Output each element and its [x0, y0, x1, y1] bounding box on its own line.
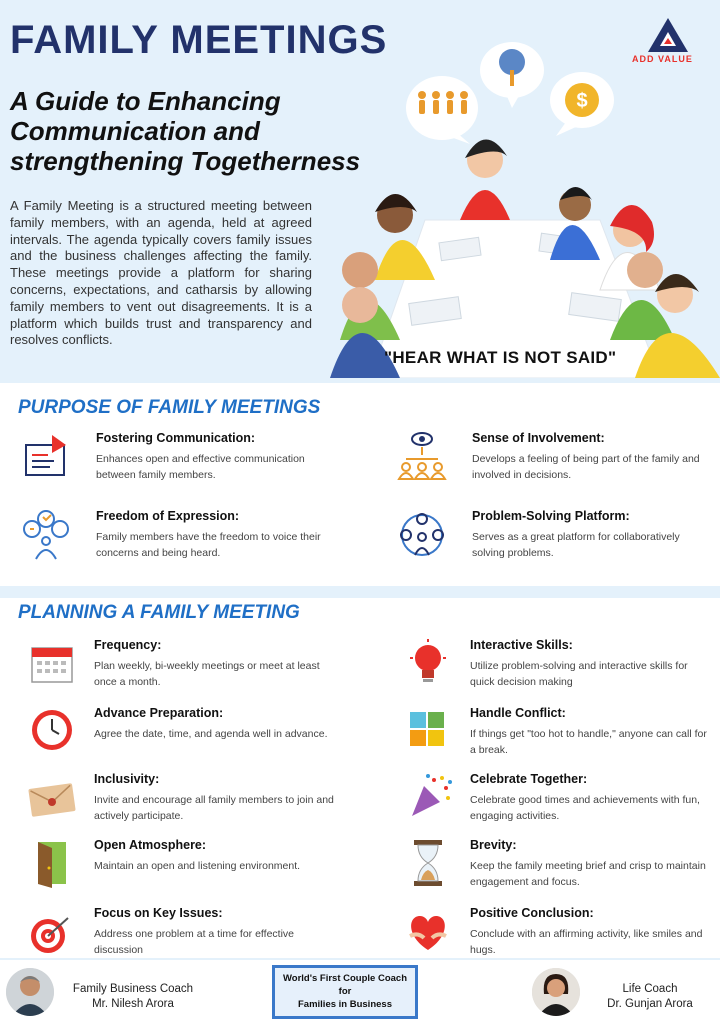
item-description: Family members have the freedom to voice their concerns and being heard.	[96, 531, 321, 559]
item-description: If things get "too hot to handle," anyone can call for a break.	[470, 728, 707, 756]
item-title: Advance Preparation:	[94, 706, 224, 720]
quote-text: "HEAR WHAT IS NOT SAID"	[384, 348, 617, 367]
left-coach-role: Family Business Coach	[72, 983, 194, 995]
communication-icon	[20, 431, 72, 483]
item-title: Problem-Solving Platform:	[472, 509, 630, 523]
badge-line-3: Families in Business	[298, 999, 392, 1010]
badge-line-2: for	[338, 986, 352, 997]
right-coach	[590, 982, 710, 1012]
calendar-icon	[28, 638, 80, 690]
item-description: Serves as a great platform for collaboratively solving problems.	[472, 531, 680, 559]
item-description: Keep the family meeting brief and crisp to maintain engagement and focus.	[470, 860, 706, 888]
hierarchy-icon	[396, 431, 448, 483]
family-bubble-icon	[406, 76, 478, 144]
item-description: Agree the date, time, and agenda well in advance.	[94, 728, 328, 740]
item-description: Maintain an open and listening environment.	[94, 860, 301, 872]
purpose-heading: PURPOSE OF FAMILY MEETINGS	[18, 397, 321, 418]
svg-text:$: $	[576, 90, 588, 112]
item-title: Interactive Skills:	[470, 638, 573, 652]
item-description: Utilize problem-solving and interactive skills for quick decision making	[470, 660, 688, 688]
meeting-illustration	[330, 40, 720, 378]
right-coach-name: Dr. Gunjan Arora	[607, 998, 693, 1010]
envelope-icon	[28, 772, 80, 824]
target-icon	[28, 906, 80, 958]
page-subtitle: A Guide to Enhancing Communication and strengthening Togetherness	[10, 86, 361, 176]
item-title: Brevity:	[470, 838, 517, 852]
item-title: Frequency:	[94, 638, 162, 652]
item-title: Inclusivity:	[94, 772, 160, 786]
planning-section	[0, 598, 720, 958]
item-title: Freedom of Expression:	[96, 509, 240, 523]
item-description: Plan weekly, bi-weekly meetings or meet at least once a month.	[94, 660, 320, 688]
item-title: Fostering Communication:	[96, 431, 256, 445]
item-title: Positive Conclusion:	[470, 906, 594, 920]
woman-with-glasses	[460, 139, 510, 220]
planning-heading: PLANNING A FAMILY MEETING	[18, 602, 300, 623]
page-title: FAMILY MEETINGS	[10, 18, 388, 62]
item-description: Celebrate good times and achievements with fun, engaging activities.	[470, 794, 700, 822]
item-title: Handle Conflict:	[470, 706, 566, 720]
purpose-section	[0, 383, 720, 586]
intro-paragraph: A Family Meeting is a structured meeting between family members, with an agenda, held at agreed intervals. The agenda typically covers family issues and the business challenges affecting the family. These meetings provide a platform for sharing concerns, expectations, and catharsis by allowing family members to vent out disagreements. It is a platform which builds trust and transparency and resolves conflicts.	[10, 198, 312, 348]
party-icon	[404, 772, 456, 824]
puzzle-icon	[404, 706, 456, 758]
item-description: Invite and encourage all family members to join and actively participate.	[94, 794, 334, 822]
item-description: Address one problem at a time for effective discussion	[94, 928, 294, 956]
clock-icon	[28, 706, 80, 758]
item-description: Develops a feeling of being part of the family and involved in decisions.	[472, 453, 700, 481]
avatar-gunjan	[532, 968, 580, 1016]
money-bubble-icon	[550, 72, 614, 136]
logo-text: ADD VALUE	[632, 54, 693, 64]
heart-icon	[404, 906, 456, 958]
right-coach-role: Life Coach	[622, 983, 678, 995]
item-title: Focus on Key Issues:	[94, 906, 223, 920]
badge-line-1: World's First Couple Coach	[282, 973, 407, 984]
left-coach-name: Mr. Nilesh Arora	[92, 998, 174, 1010]
item-title: Celebrate Together:	[470, 772, 588, 786]
left-coach	[58, 982, 208, 1012]
network-icon	[396, 509, 448, 561]
avatar-nilesh	[6, 968, 54, 1016]
tree-bubble-icon	[480, 42, 544, 108]
item-title: Sense of Involvement:	[472, 431, 605, 445]
bulb-icon	[404, 638, 456, 690]
couple-coach-badge	[272, 965, 418, 1019]
item-description: Conclude with an affirming activity, like smiles and hugs.	[470, 928, 703, 956]
item-title: Open Atmosphere:	[94, 838, 207, 852]
hourglass-icon	[404, 838, 456, 890]
item-description: Enhances open and effective communication between family members.	[96, 453, 305, 481]
door-icon	[28, 838, 80, 890]
expression-icon	[20, 509, 72, 561]
